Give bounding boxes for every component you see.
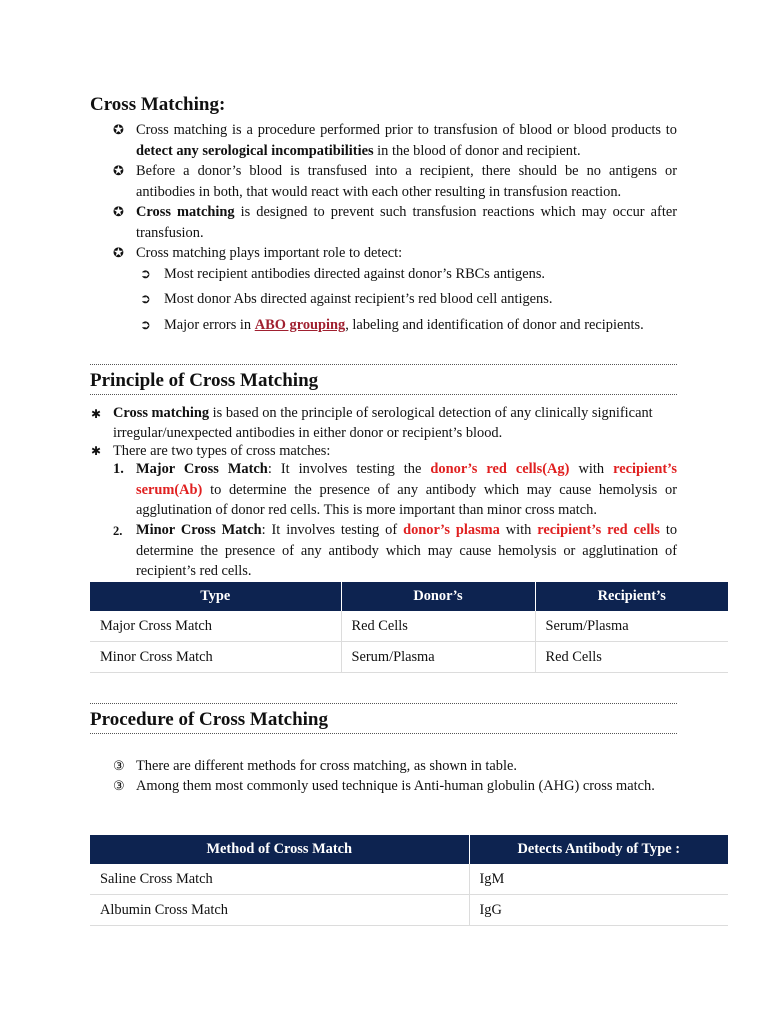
section-divider xyxy=(90,364,677,365)
section-title-procedure: Procedure of Cross Matching xyxy=(90,709,329,730)
numbered-paragraph: Major Cross Match: It involves testing the donor’s red cells(Ag) with recipient’s serum(Ab) to determine the presence of any antibody which may cause hemolysis or agglutination of donor red cells. This is more important than minor cross match. xyxy=(136,461,678,518)
bullet-paragraph: Cross matching is designed to prevent such transfusion reactions which may occur after transfusion. xyxy=(136,204,678,241)
cross-match-methods-table xyxy=(90,835,728,926)
table-header-cell: Type xyxy=(90,582,341,611)
table-header-cell: Donor’s xyxy=(341,582,535,611)
arrow-bullet-icon: ➲ xyxy=(140,266,151,281)
section-divider xyxy=(90,394,677,395)
section-title-cross-matching: Cross Matching: xyxy=(90,94,226,115)
bullet-paragraph: Cross matching plays important role to detect: xyxy=(136,245,403,261)
cross-match-types-table xyxy=(90,582,728,673)
table-header-cell: Detects Antibody of Type : xyxy=(469,835,728,864)
list-number: 1. xyxy=(113,461,124,477)
bullet-paragraph: Before a donor’s blood is transfused into a recipient, there should be no antigens or antibodies in both, that would react with each other resulting in transfusion reaction. xyxy=(136,163,677,200)
sub-bullet-paragraph: Most recipient antibodies directed against donor’s RBCs antigens. xyxy=(164,266,546,282)
list-number: 2. xyxy=(113,524,123,538)
abo-grouping-link[interactable]: ABO grouping xyxy=(254,317,346,333)
section-title-principle: Principle of Cross Matching xyxy=(90,370,319,391)
circled-three-bullet-icon: ③ xyxy=(113,758,125,773)
table-row xyxy=(90,611,728,642)
sub-bullet-paragraph: Major errors in ABO grouping, labeling and identification of donor and recipients. xyxy=(164,317,644,333)
table-row xyxy=(90,642,728,673)
table-cell: Minor Cross Match xyxy=(90,642,341,673)
bullet-paragraph: There are different methods for cross matching, as shown in table. xyxy=(136,758,517,774)
table-header-cell: Recipient’s xyxy=(535,582,728,611)
arrow-bullet-icon: ➲ xyxy=(140,317,151,332)
table-cell: Serum/Plasma xyxy=(535,611,728,642)
table-cell: Albumin Cross Match xyxy=(90,895,469,926)
section-divider xyxy=(90,703,677,704)
asterisk-bullet-icon: ✱ xyxy=(91,444,102,458)
table-header-row xyxy=(90,582,728,611)
circle-star-bullet-icon: ✪ xyxy=(113,245,124,260)
sub-bullet-paragraph: Most donor Abs directed against recipient’s red blood cell antigens. xyxy=(164,291,553,307)
bullet-paragraph: Among them most commonly used technique is Anti-human globulin (AHG) cross match. xyxy=(136,778,655,794)
circle-star-bullet-icon: ✪ xyxy=(113,204,124,219)
asterisk-bullet-icon: ✱ xyxy=(91,407,102,421)
table-header-cell: Method of Cross Match xyxy=(90,835,469,864)
table-cell: IgM xyxy=(469,864,728,895)
circle-star-bullet-icon: ✪ xyxy=(113,122,124,137)
table-cell: Major Cross Match xyxy=(90,611,341,642)
arrow-bullet-icon: ➲ xyxy=(140,291,151,306)
table-cell: Serum/Plasma xyxy=(341,642,535,673)
section-divider xyxy=(90,733,677,734)
table-cell: Red Cells xyxy=(341,611,535,642)
table-row xyxy=(90,864,728,895)
table-cell: Red Cells xyxy=(535,642,728,673)
table-header-row xyxy=(90,835,728,864)
circled-three-bullet-icon: ③ xyxy=(113,778,125,793)
numbered-paragraph: Minor Cross Match: It involves testing of donor’s plasma with recipient’s red cells to determine the presence of any antibody which may cause hemolysis or agglutination of recipient’s red cells. xyxy=(136,522,678,579)
bullet-paragraph: There are two types of cross matches: xyxy=(113,443,331,459)
table-row xyxy=(90,895,728,926)
table-cell: IgG xyxy=(469,895,728,926)
table-cell: Saline Cross Match xyxy=(90,864,469,895)
bullet-paragraph: Cross matching is based on the principle of serological detection of any clinically significant irregular/unexpected antibodies in either donor or recipient’s blood. xyxy=(113,405,653,441)
bullet-paragraph: Cross matching is a procedure performed prior to transfusion of blood or blood products to detect any serological incompatibilities in the blood of donor and recipient. xyxy=(136,122,677,159)
circle-star-bullet-icon: ✪ xyxy=(113,163,124,178)
